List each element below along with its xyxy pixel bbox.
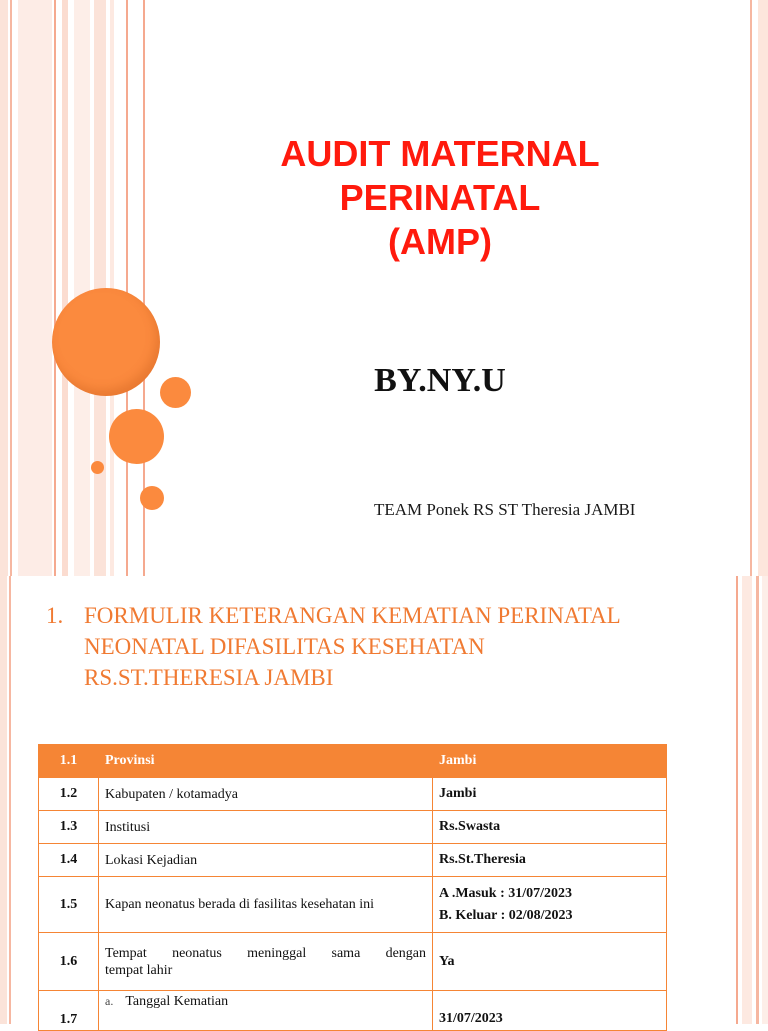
label-line: Tempat neonatus meninggal sama dengan [105,945,426,961]
row-label: Provinsi [99,745,433,778]
label-prefix: a. [105,994,114,1008]
row-value: Ya [433,933,667,991]
table-row [39,811,667,844]
heading-line: NEONATAL DIFASILITAS KESEHATAN [84,634,485,659]
row-label: Lokasi Kejadian [99,844,433,877]
heading-line: FORMULIR KETERANGAN KEMATIAN PERINATAL [84,603,621,628]
decor-stripe [758,0,768,576]
row-value [433,877,667,933]
table-row [39,991,667,1031]
row-number: 1.6 [39,933,99,991]
decor-circle [91,461,104,474]
label-line: tempat lahir [105,962,173,978]
death-record-table [38,744,667,1031]
decor-stripe [18,0,52,576]
value-line: A .Masuk : 31/07/2023 [439,885,573,901]
row-label: Kapan neonatus berada di fasilitas kesehatan ini [99,877,433,933]
row-number: 1.4 [39,844,99,877]
decor-circle [52,288,160,396]
label-text: Tanggal Kematian [125,994,229,1009]
title-line: (AMP) [388,221,492,262]
row-label [99,991,433,1031]
heading-line: RS.ST.THERESIA JAMBI [84,665,334,690]
table-row [39,877,667,933]
decor-circle [109,409,164,464]
decor-stripe [742,576,752,1024]
table-row [39,844,667,877]
decor-stripe [762,576,768,1024]
decor-circle [140,486,164,510]
title-line: PERINATAL [339,177,541,218]
decor-stripe [0,576,7,1024]
decor-circle [160,377,191,408]
decor-stripe [756,576,759,1024]
slide-title [200,132,680,264]
row-label [99,933,433,991]
decor-stripe [0,0,8,576]
row-value: Jambi [433,778,667,811]
decor-stripe [126,0,128,576]
decor-stripe [10,0,12,576]
decor-stripe [750,0,752,576]
decor-stripe [736,576,738,1024]
row-value: Rs.St.Theresia [433,844,667,877]
value-line: B. Keluar : 02/08/2023 [439,907,573,923]
row-value: Rs.Swasta [433,811,667,844]
decor-stripe [54,0,56,576]
table-row [39,933,667,991]
row-number: 1.3 [39,811,99,844]
table-row [39,778,667,811]
row-label: Institusi [99,811,433,844]
row-number: 1.7 [39,991,99,1031]
row-value: Jambi [433,745,667,778]
row-number: 1.5 [39,877,99,933]
decor-stripe [9,576,11,1024]
decor-stripe [74,0,90,576]
team-label: TEAM Ponek RS ST Theresia JAMBI [374,500,636,519]
row-value: 31/07/2023 [433,991,667,1031]
decor-stripe [62,0,68,576]
row-number: 1.2 [39,778,99,811]
row-label: Kabupaten / kotamadya [99,778,433,811]
row-number: 1.1 [39,745,99,778]
table-header-row [39,745,667,778]
heading-number: 1. [46,603,64,628]
slide-subtitle: BY.NY.U [374,362,506,399]
title-line: AUDIT MATERNAL [280,133,600,174]
